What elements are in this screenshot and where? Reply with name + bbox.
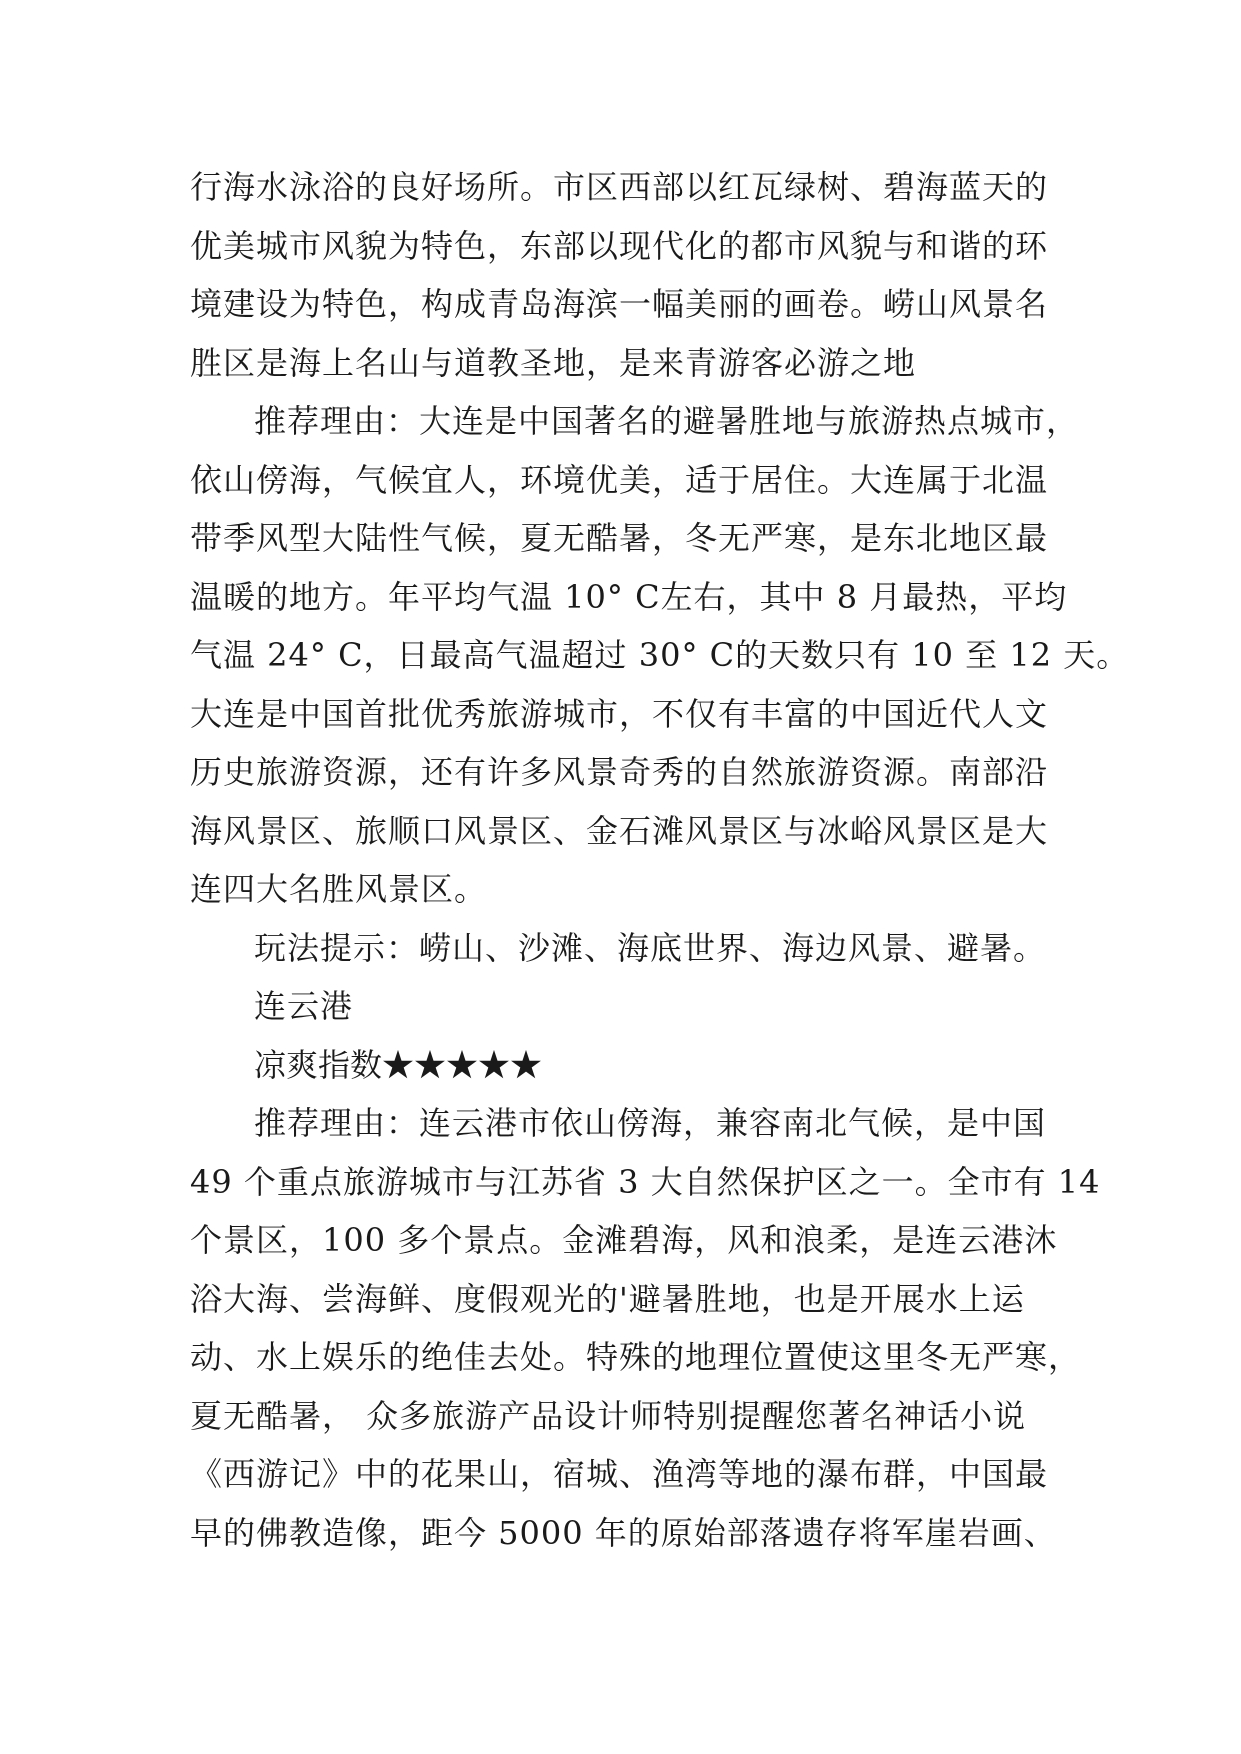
text-line: 温暖的地方。年平均气温 10° C左右，其中 8 月最热，平均 <box>190 577 1068 616</box>
text-line: 历史旅游资源，还有许多风景奇秀的自然旅游资源。南部沿 <box>190 753 1049 791</box>
text-line: 浴大海、尝海鲜、度假观光的'避暑胜地，也是开展水上运 <box>190 1279 1025 1318</box>
text-line: 行海水泳浴的良好场所。市区西部以红瓦绿树、碧海蓝天的 <box>190 168 1049 206</box>
coolness-rating: 凉爽指数★★★★★ <box>254 1045 543 1084</box>
text-line: 海风景区、旅顺口风景区、金石滩风景区与冰峪风景区是大 <box>190 811 1049 850</box>
text-line: 夏无酷暑， 众多旅游产品设计师特别提醒您著名神话小说 <box>190 1396 1027 1435</box>
tips-line: 玩法提示：崂山、沙滩、海底世界、海边风景、避暑。 <box>254 928 1047 967</box>
text-line: 早的佛教造像，距今 5000 年的原始部落遗存将军崖岩画、 <box>190 1513 1057 1552</box>
text-line: 气温 24° C，日最高气温超过 30° C的天数只有 10 至 12 天。 <box>190 636 1130 674</box>
text-line: 连四大名胜风景区。 <box>190 870 488 908</box>
paragraph-start-line: 推荐理由：连云港市依山傍海，兼容南北气候，是中国 <box>254 1104 1047 1142</box>
paragraph-start-line: 推荐理由：大连是中国著名的避暑胜地与旅游热点城市， <box>254 402 1080 440</box>
text-line: 境建设为特色，构成青岛海滨一幅美丽的画卷。崂山风景名 <box>190 285 1049 323</box>
text-line: 带季风型大陆性气候，夏无酷暑，冬无严寒，是东北地区最 <box>190 519 1049 557</box>
text-line: 优美城市风貌为特色，东部以现代化的都市风貌与和谐的环 <box>190 226 1049 265</box>
text-line: 胜区是海上名山与道教圣地，是来青游客必游之地 <box>190 343 917 382</box>
body-text <box>190 158 1130 1562</box>
section-heading: 连云港 <box>254 987 354 1025</box>
text-line: 动、水上娱乐的绝佳去处。特殊的地理位置使这里冬无严寒， <box>190 1338 1082 1376</box>
text-line: 依山傍海，气候宜人，环境优美，适于居住。大连属于北温 <box>190 460 1049 499</box>
text-line: 大连是中国首批优秀旅游城市，不仅有丰富的中国近代人文 <box>190 694 1049 733</box>
text-line: 49 个重点旅游城市与江苏省 3 大自然保护区之一。全市有 14 <box>190 1162 1101 1201</box>
text-line: 《西游记》中的花果山，宿城、渔湾等地的瀑布群，中国最 <box>190 1455 1049 1493</box>
text-line: 个景区，100 多个景点。金滩碧海，风和浪柔，是连云港沐 <box>190 1221 1058 1259</box>
